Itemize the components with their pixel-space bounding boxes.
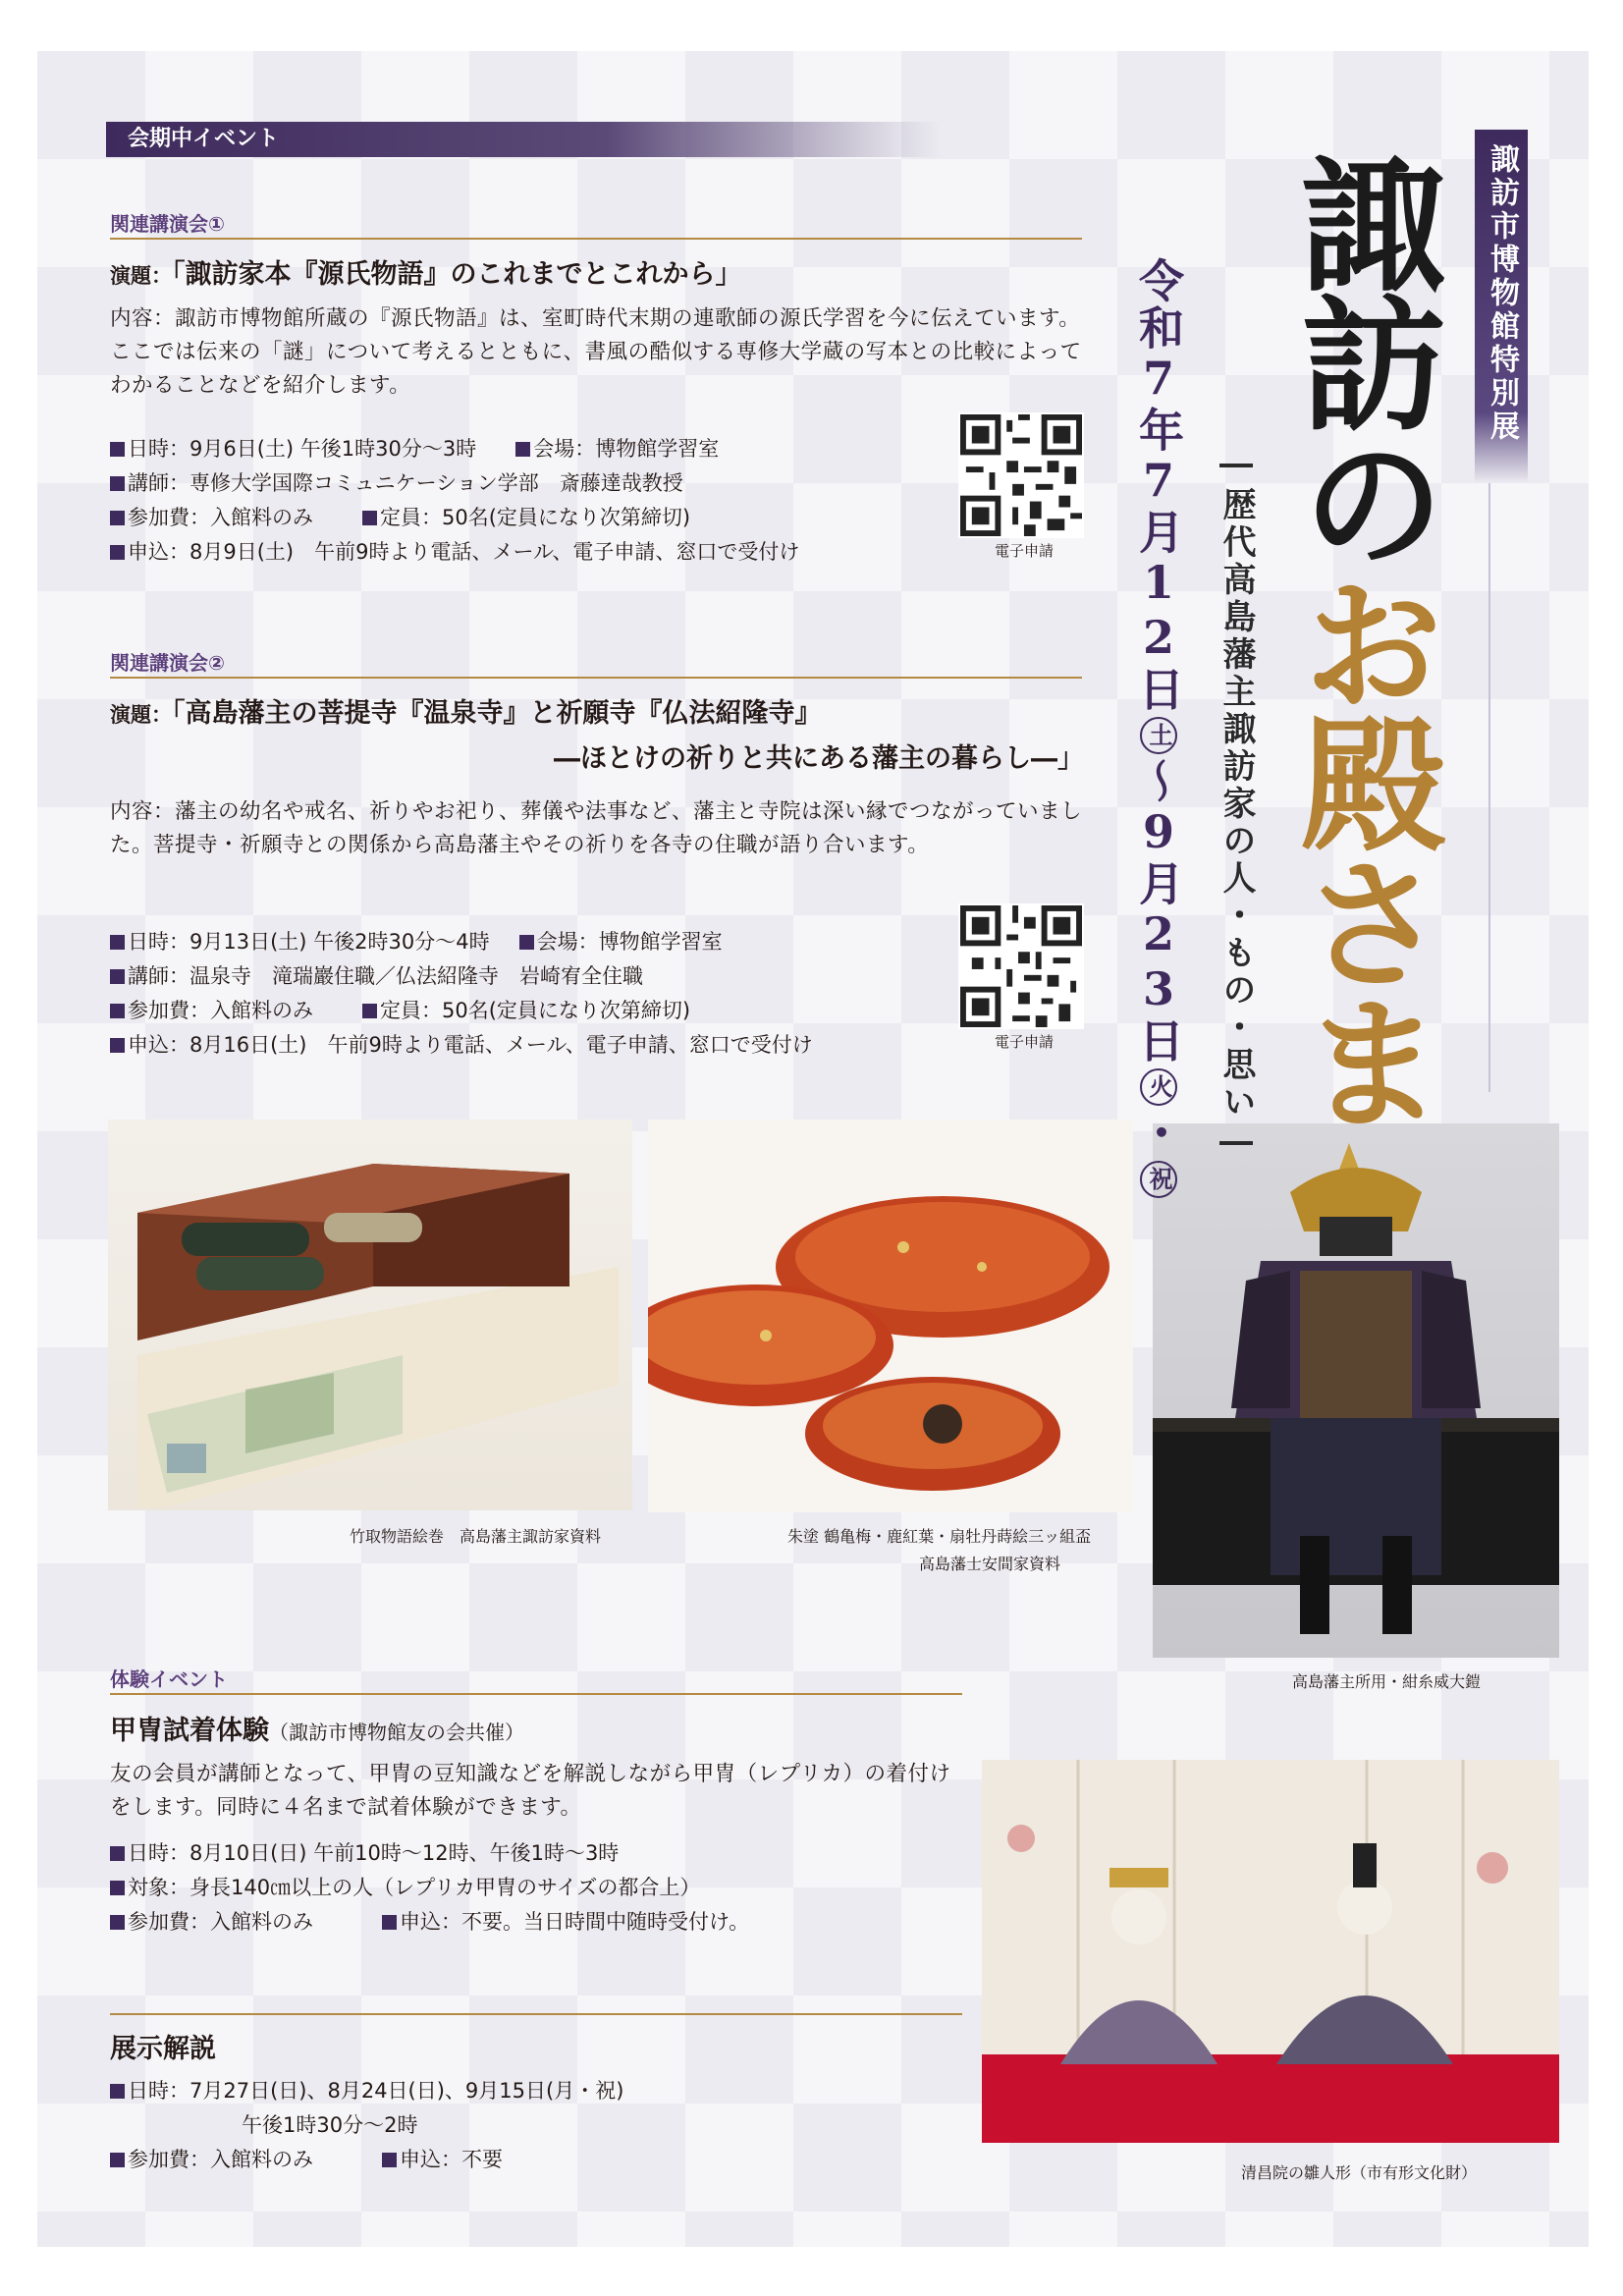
bullet-square-icon bbox=[110, 1846, 125, 1861]
event-period-tag: 会期中イベント bbox=[106, 122, 941, 157]
hina-dolls-photo bbox=[982, 1760, 1559, 2143]
lecture2-date: 日時：9月13日(土) 午後2時30分～4時 bbox=[128, 930, 490, 954]
lecture1-label: 関連講演会① bbox=[110, 212, 225, 236]
lecture2-title-prefix: 演題： bbox=[110, 703, 172, 727]
exhibition-period bbox=[1129, 257, 1188, 1202]
lecture1-content: 内容：諏訪市博物館所蔵の『源氏物語』は、室町時代末期の連歌師の源氏学習を今に伝えています。ここでは伝来の「謎」について考えるとともに、書風の酷似する専修大学蔵の写本との比較によってわかることなどを紹介します。 bbox=[110, 306, 1082, 398]
bullet-square-icon bbox=[110, 935, 125, 950]
lecture2-apply: 申込：8月16日(土) 午前9時より電話、メール、電子申請、窓口で受付け bbox=[128, 1033, 813, 1057]
taiken-date: 日時：8月10日(日) 午前10時～12時、午後1時～3時 bbox=[128, 1841, 620, 1865]
lecture2-info bbox=[110, 925, 813, 1063]
exhibition-title-b: お殿さま bbox=[1277, 570, 1448, 1127]
tenji-time: 午後1時30分～2時 bbox=[242, 2113, 418, 2137]
exhibition-tag: 諏訪市博物館特別展 bbox=[1475, 130, 1528, 483]
lecture1-lecturer: 講師：専修大学国際コミュニケーション学部 斎藤達哉教授 bbox=[128, 471, 683, 495]
weekday-tue-badge: 火 bbox=[1140, 1068, 1177, 1106]
bullet-square-icon bbox=[110, 969, 125, 984]
lecture1-apply: 申込：8月9日(土) 午前9時より電話、メール、電子申請、窓口で受付け bbox=[128, 540, 800, 564]
taiken-rule bbox=[110, 1693, 962, 1695]
lecture1-qr-caption: 電子申請 bbox=[995, 542, 1055, 560]
lacquer-cups-caption: 朱塗 鶴亀梅・鹿紅葉・扇牡丹蒔絵三ッ組盃 bbox=[787, 1527, 1092, 1546]
period-start: 令和7年7月12日 bbox=[1132, 257, 1185, 713]
lecture2-label: 関連講演会② bbox=[110, 651, 225, 675]
tenji-date: 日時：7月27日(日)、8月24日(日)、9月15日(月・祝) bbox=[128, 2079, 624, 2103]
exhibition-title-a: 諏訪の bbox=[1277, 149, 1448, 568]
bullet-square-icon bbox=[110, 545, 125, 560]
bullet-square-icon bbox=[515, 442, 530, 457]
hina-dolls-caption: 清昌院の雛人形（市有形文化財） bbox=[1241, 2163, 1478, 2182]
bullet-square-icon bbox=[519, 935, 534, 950]
taiken-label: 体験イベント bbox=[110, 1667, 228, 1691]
exhibition-title-b-outer bbox=[1274, 570, 1451, 1127]
title-divider bbox=[1488, 483, 1490, 1092]
lecture2-title: 「高島藩主の菩提寺『温泉寺』と祈願寺『仏法紹隆寺』 bbox=[172, 698, 822, 729]
lecture2-qr-caption: 電子申請 bbox=[995, 1033, 1055, 1051]
lecture1-rule bbox=[110, 238, 1082, 240]
flyer-page bbox=[37, 51, 1589, 2247]
taiken-title: 甲冑試着体験 bbox=[110, 1716, 269, 1746]
bullet-square-icon bbox=[110, 476, 125, 491]
bullet-square-icon bbox=[362, 1004, 377, 1018]
exhibition-subtitle: ―歴代高島藩主諏訪家の人・もの・思い― bbox=[1217, 444, 1256, 1165]
bullet-square-icon bbox=[110, 2153, 125, 2167]
bullet-square-icon bbox=[362, 511, 377, 525]
tenji-rule bbox=[110, 2013, 962, 2015]
scroll-photo bbox=[108, 1120, 632, 1510]
lecture2-qr-code[interactable] bbox=[958, 903, 1084, 1029]
tenji-apply: 申込：不要 bbox=[400, 2148, 503, 2171]
taiken-target: 対象：身長140㎝以上の人（レプリカ甲冑のサイズの都合上） bbox=[128, 1876, 701, 1899]
bullet-square-icon bbox=[110, 1881, 125, 1895]
lacquer-cups-caption2: 高島藩士安間家資料 bbox=[919, 1555, 1061, 1573]
tenji-fee: 参加費：入館料のみ bbox=[128, 2148, 313, 2171]
lecture2-rule bbox=[110, 677, 1082, 679]
lecture1-title-row bbox=[110, 252, 742, 291]
lecture2-title-row bbox=[110, 691, 822, 730]
lecture1-capacity: 定員：50名(定員になり次第締切) bbox=[380, 506, 691, 529]
weekday-sat-badge: 土 bbox=[1140, 717, 1177, 754]
armor-photo bbox=[1153, 1123, 1559, 1658]
scroll-photo-caption: 竹取物語絵巻 高島藩主諏訪家資料 bbox=[350, 1527, 602, 1546]
taiken-title-row bbox=[110, 1709, 524, 1747]
taiken-content: 友の会員が講師となって、甲冑の豆知識などを解説しながら甲冑（レプリカ）の着付けをします。同時に４名まで試着体験ができます。 bbox=[110, 1762, 951, 1820]
bullet-square-icon bbox=[110, 442, 125, 457]
bullet-square-icon bbox=[110, 1038, 125, 1053]
bullet-square-icon bbox=[382, 2153, 397, 2167]
lecture1-title-prefix: 演題： bbox=[110, 264, 172, 288]
lecture2-content: 内容：藩主の幼名や戒名、祈りやお祀り、葬儀や法事など、藩主と寺院は深い縁でつながっていました。菩提寺・祈願寺との関係から高島藩主やその祈りを各寺の住職が語り合います。 bbox=[110, 799, 1083, 857]
tenji-info bbox=[110, 2074, 623, 2177]
period-end: ～9月23日 bbox=[1132, 758, 1185, 1065]
lecture1-date: 日時：9月6日(土) 午後1時30分～3時 bbox=[128, 437, 477, 461]
lecture2-lecturer: 講師：温泉寺 滝瑞巖住職／仏法紹隆寺 岩崎宥全住職 bbox=[128, 964, 643, 988]
bullet-square-icon bbox=[110, 1915, 125, 1930]
taiken-host: （諏訪市博物館友の会共催） bbox=[269, 1721, 524, 1744]
lecture1-info bbox=[110, 432, 799, 570]
lecture2-venue: 会場：博物館学習室 bbox=[536, 930, 723, 954]
period-sep: ・ bbox=[1132, 1110, 1185, 1157]
armor-photo-caption: 高島藩主所用・紺糸威大鎧 bbox=[1292, 1672, 1482, 1691]
lecture2-capacity: 定員：50名(定員になり次第締切) bbox=[380, 999, 691, 1022]
lecture2-subtitle: ―ほとけの祈りと共にある藩主の暮らし―」 bbox=[554, 743, 1084, 774]
lecture1-fee: 参加費：入館料のみ bbox=[128, 506, 313, 529]
holiday-badge: 祝 bbox=[1140, 1161, 1177, 1198]
bullet-square-icon bbox=[110, 511, 125, 525]
lecture1-qr-code[interactable] bbox=[958, 412, 1084, 538]
tenji-title: 展示解説 bbox=[110, 2034, 216, 2064]
lecture2-fee: 参加費：入館料のみ bbox=[128, 999, 313, 1022]
bullet-square-icon bbox=[110, 1004, 125, 1018]
taiken-info bbox=[110, 1836, 749, 1940]
lacquer-cups-photo bbox=[648, 1120, 1133, 1512]
taiken-apply: 申込：不要。当日時間中随時受付け。 bbox=[400, 1910, 750, 1934]
bullet-square-icon bbox=[382, 1915, 397, 1930]
lecture1-title: 「諏訪家本『源氏物語』のこれまでとこれから」 bbox=[172, 259, 742, 290]
taiken-fee: 参加費：入館料のみ bbox=[128, 1910, 313, 1934]
bullet-square-icon bbox=[110, 2084, 125, 2099]
lecture1-venue: 会場：博物館学習室 bbox=[533, 437, 720, 461]
